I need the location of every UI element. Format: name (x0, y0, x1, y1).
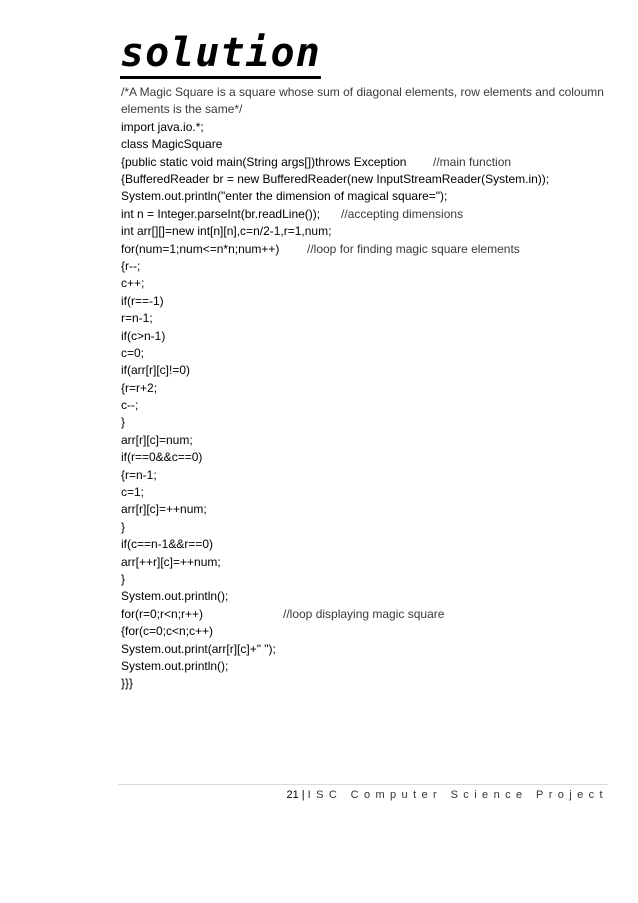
page-number: 21 (286, 789, 299, 801)
code-text: arr[++r][c]=++num; (121, 554, 221, 569)
code-line (121, 293, 611, 310)
code-line (121, 380, 611, 397)
code-line (121, 154, 611, 171)
code-line (121, 675, 611, 692)
code-line (121, 432, 611, 449)
code-text: } (121, 415, 126, 430)
code-text: } (121, 519, 126, 534)
code-text: for(r=0;r<n;r++) (121, 606, 204, 621)
code-line (121, 223, 611, 240)
page-footer (118, 789, 608, 801)
code-text: c=1; (121, 485, 145, 500)
code-line (121, 362, 611, 379)
code-text: import java.io.*; (121, 119, 204, 134)
code-text: {BufferedReader br = new BufferedReader(new InputStreamReader(System.in)); (121, 171, 550, 186)
code-line (121, 554, 611, 571)
code-line (121, 206, 611, 223)
code-text: arr[r][c]=++num; (121, 502, 207, 517)
code-line (121, 310, 611, 327)
code-line (121, 658, 611, 675)
code-listing (121, 119, 611, 693)
code-line (121, 606, 611, 623)
code-text: {r=r+2; (121, 380, 158, 395)
footer-separator: | (301, 789, 305, 801)
code-text: {r--; (121, 258, 141, 273)
code-text: } (121, 571, 126, 586)
code-line (121, 467, 611, 484)
code-text: if(r==-1) (121, 293, 164, 308)
code-line (121, 328, 611, 345)
code-text: }}} (121, 676, 134, 691)
code-text: {for(c=0;c<n;c++) (121, 624, 214, 639)
code-line (121, 171, 611, 188)
page-heading: solution (120, 30, 321, 79)
footer-project-title: ISC Computer Science Project (307, 789, 608, 801)
code-line (121, 414, 611, 431)
code-line (121, 571, 611, 588)
code-line (121, 641, 611, 658)
code-text: int n = Integer.parseInt(br.readLine()); (121, 206, 321, 221)
code-text: c=0; (121, 345, 145, 360)
code-line (121, 484, 611, 501)
code-line (121, 588, 611, 605)
code-line (121, 188, 611, 205)
code-text: System.out.print(arr[r][c]+" "); (121, 641, 276, 656)
code-comment: //loop for finding magic square elements (307, 241, 520, 256)
code-text: int arr[][]=new int[n][n],c=n/2-1,r=1,num; (121, 224, 332, 239)
code-text: c--; (121, 398, 139, 413)
code-text: if(arr[r][c]!=0) (121, 363, 191, 378)
code-text: c++; (121, 276, 145, 291)
code-comment: //loop displaying magic square (283, 606, 445, 621)
program-description: /*A Magic Square is a square whose sum of diagonal elements, row elements and coloumn elements is the same*/ (121, 85, 604, 117)
code-line (121, 397, 611, 414)
code-text: if(r==0&&c==0) (121, 450, 203, 465)
code-line (121, 241, 611, 258)
code-line (121, 449, 611, 466)
code-line (121, 275, 611, 292)
code-text: {public static void main(String args[])throws Exception (121, 154, 407, 169)
code-text: class MagicSquare (121, 137, 223, 152)
code-text: System.out.println(); (121, 589, 229, 604)
code-line (121, 536, 611, 553)
code-comment: //accepting dimensions (341, 206, 464, 221)
code-line (121, 519, 611, 536)
code-line (121, 345, 611, 362)
footer-divider (118, 784, 608, 785)
code-text: System.out.println(); (121, 658, 229, 673)
code-text: arr[r][c]=num; (121, 432, 193, 447)
code-text: System.out.println("enter the dimension of magical square="); (121, 189, 448, 204)
code-line (121, 136, 611, 153)
code-line (121, 119, 611, 136)
code-text: r=n-1; (121, 311, 153, 326)
code-text: for(num=1;num<=n*n;num++) (121, 241, 280, 256)
code-text: {r=n-1; (121, 467, 157, 482)
code-comment: //main function (433, 154, 512, 169)
code-line (121, 501, 611, 518)
code-text: if(c>n-1) (121, 328, 166, 343)
code-text: if(c==n-1&&r==0) (121, 537, 214, 552)
code-line (121, 623, 611, 640)
document-body (121, 84, 611, 693)
code-line (121, 258, 611, 275)
